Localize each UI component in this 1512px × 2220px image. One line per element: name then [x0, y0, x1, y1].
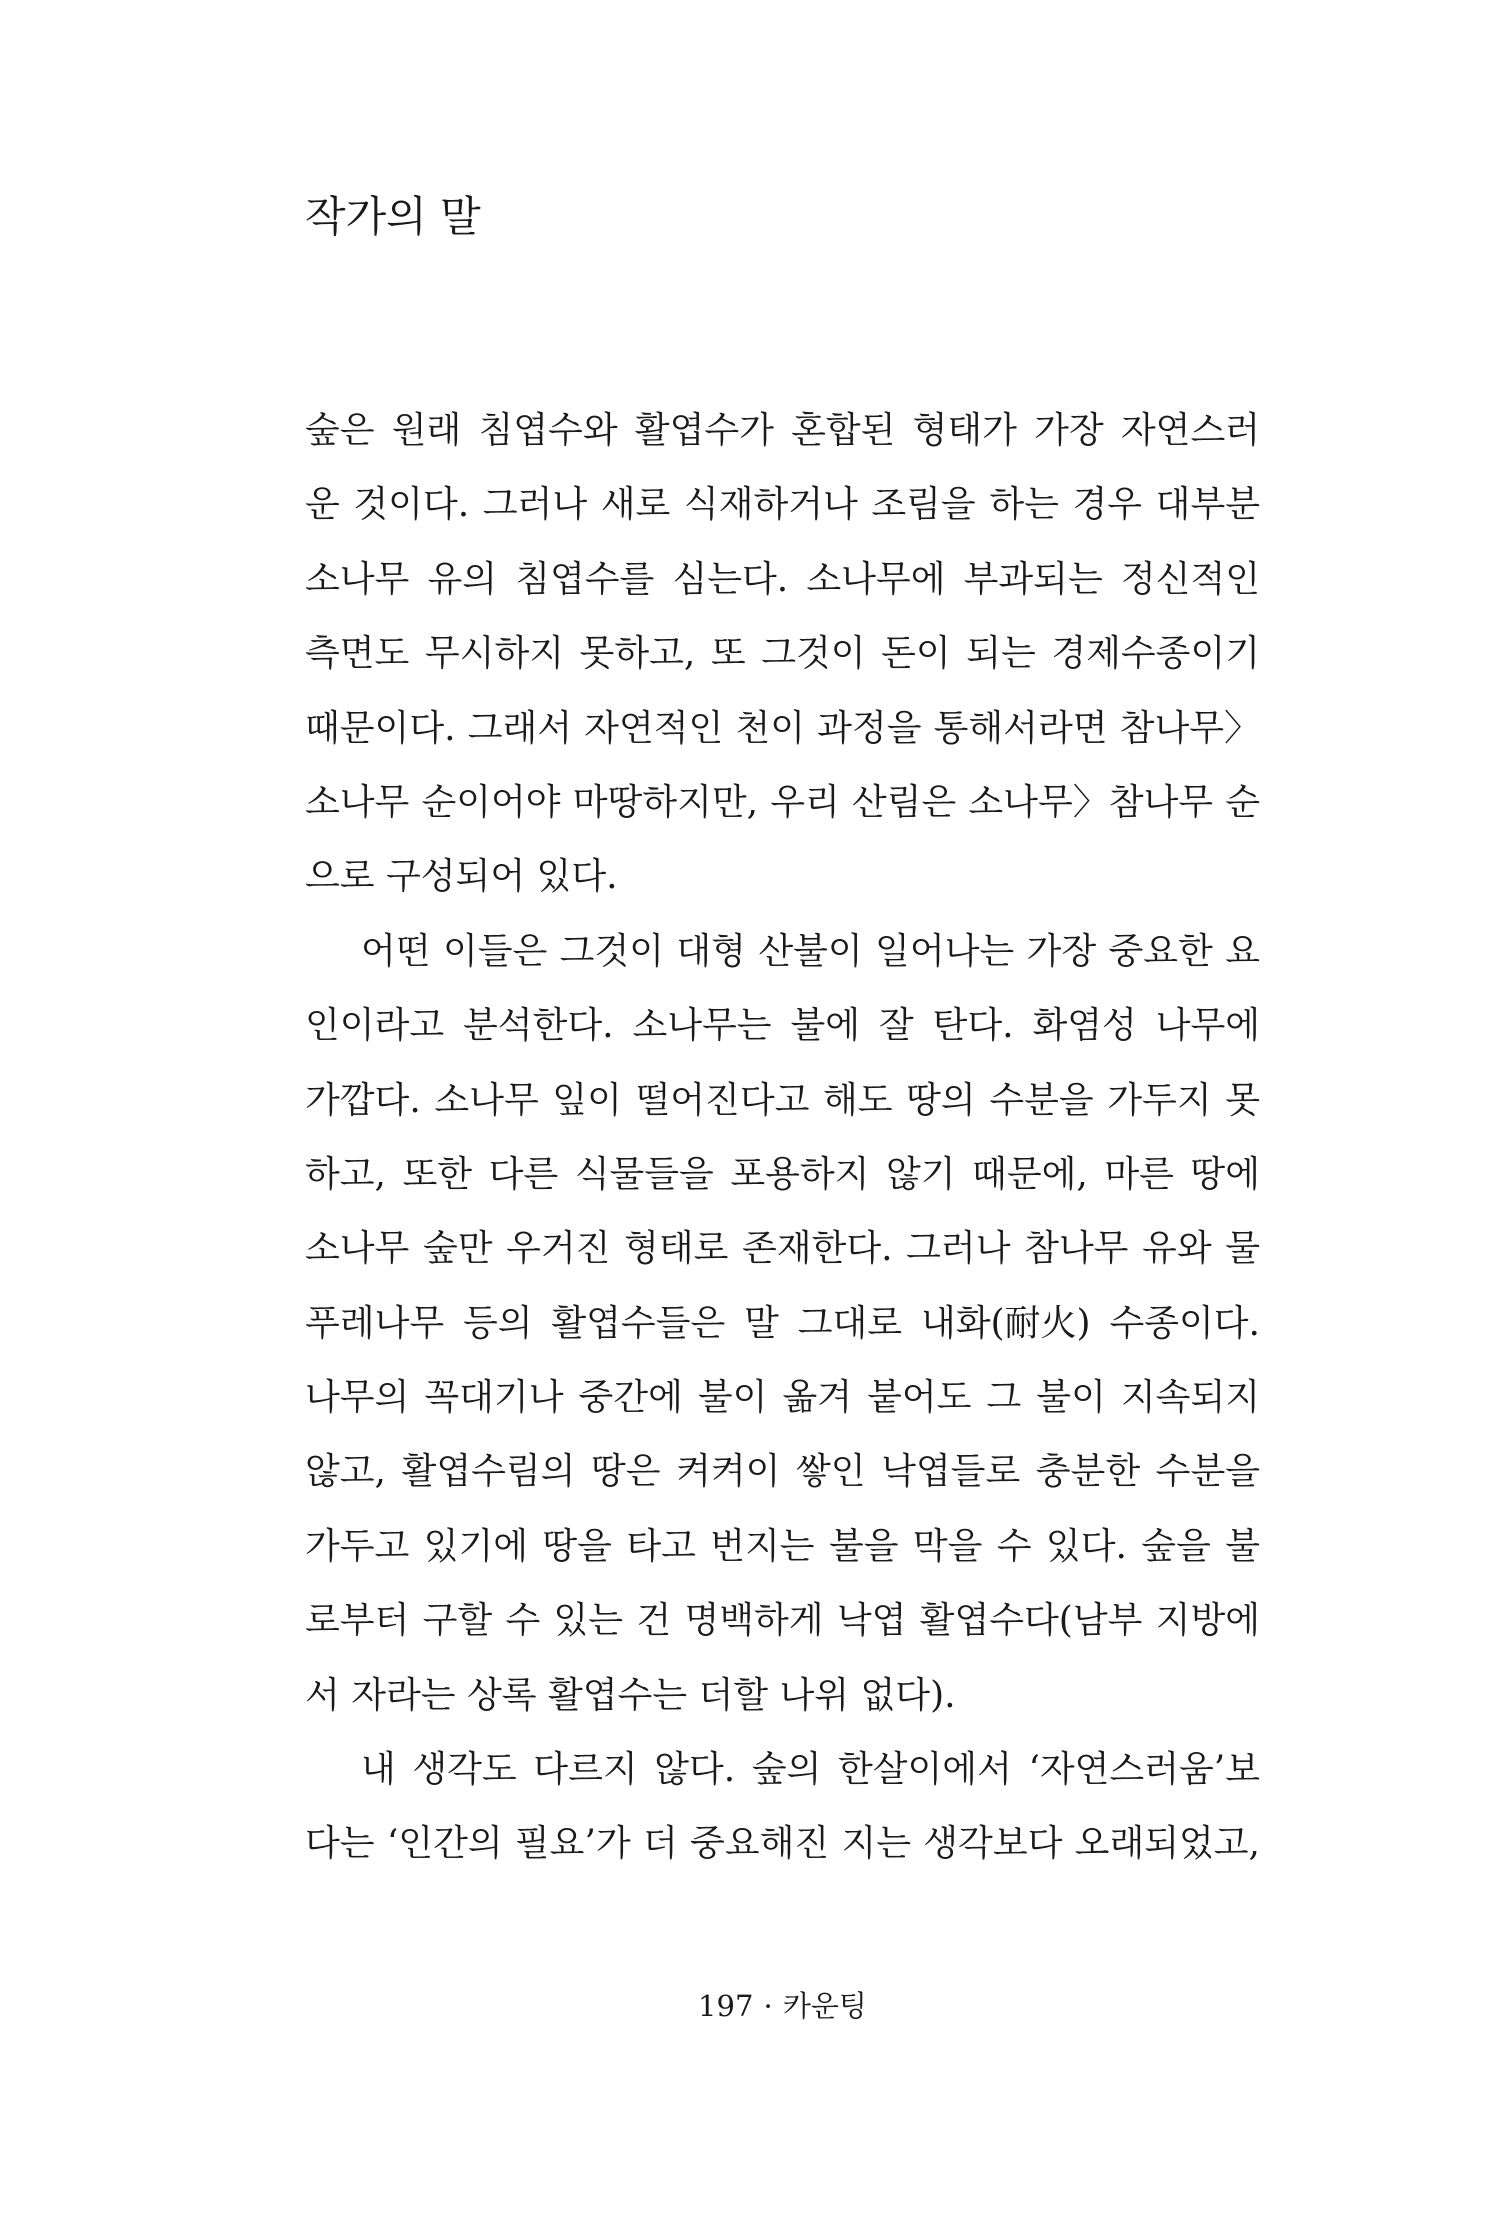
line-text: 서 자라는 상록 활엽수는 더할 나위 없다). [305, 1674, 956, 1716]
text-line [305, 1287, 1260, 1361]
line-text: 소나무 순이어야 마땅하지만, 우리 산림은 소나무〉참나무 순 [305, 781, 1260, 823]
body-text [305, 394, 1260, 1882]
line-text: 나무의 꼭대기나 중간에 불이 옮겨 붙어도 그 불이 지속되지 [305, 1377, 1260, 1419]
line-text: 하고, 또한 다른 식물들을 포용하지 않기 때문에, 마른 땅에 [305, 1153, 1260, 1195]
chapter-title: 작가의 말 [305, 192, 481, 241]
paragraph [305, 1733, 1260, 1882]
text-line [305, 1435, 1260, 1509]
text-line [305, 1212, 1260, 1286]
text-line [305, 1138, 1260, 1212]
line-text: 소나무 유의 침엽수를 심는다. 소나무에 부과되는 정신적인 [305, 558, 1260, 600]
line-text: 어떤 이들은 그것이 대형 산불이 일어나는 가장 중요한 요 [361, 930, 1260, 972]
line-text: 숲은 원래 침엽수와 활엽수가 혼합된 형태가 가장 자연스러 [305, 410, 1260, 451]
line-text: 가깝다. 소나무 잎이 떨어진다고 해도 땅의 수분을 가두지 못 [305, 1079, 1260, 1121]
line-text: 다는 ‘인간의 필요’가 더 중요해진 지는 생각보다 오래되었고, [305, 1823, 1260, 1865]
line-text: 으로 구성되어 있다. [305, 856, 618, 898]
text-line [361, 915, 1260, 989]
text-line [305, 840, 1260, 914]
paragraph [305, 394, 1260, 915]
text-line [305, 989, 1260, 1063]
text-line [305, 468, 1260, 542]
text-line [305, 617, 1260, 691]
text-line [305, 766, 1260, 840]
book-title: 카운팅 [782, 1989, 867, 2023]
text-line [305, 692, 1260, 766]
text-line [305, 1064, 1260, 1138]
page-footer [305, 1986, 1260, 2026]
page-number: 197 [698, 1989, 754, 2023]
text-line [305, 1584, 1260, 1658]
line-text: 때문이다. 그래서 자연적인 천이 과정을 통해서라면 참나무〉 [305, 707, 1260, 749]
line-text: 측면도 무시하지 못하고, 또 그것이 돈이 되는 경제수종이기 [305, 633, 1260, 675]
text-line [305, 1510, 1260, 1584]
line-text: 않고, 활엽수림의 땅은 켜켜이 쌓인 낙엽들로 충분한 수분을 [305, 1451, 1260, 1493]
footer-separator: · [763, 1989, 773, 2023]
text-line [305, 1659, 1260, 1733]
line-text: 푸레나무 등의 활엽수들은 말 그대로 내화(耐火) 수종이다. [305, 1302, 1260, 1344]
line-text: 로부터 구할 수 있는 건 명백하게 낙엽 활엽수다(남부 지방에 [305, 1600, 1260, 1642]
line-text: 내 생각도 다르지 않다. 숲의 한살이에서 ‘자연스러움’보 [361, 1749, 1260, 1791]
line-text: 소나무 숲만 우거진 형태로 존재한다. 그러나 참나무 유와 물 [305, 1228, 1260, 1270]
text-line [305, 543, 1260, 617]
line-text: 가두고 있기에 땅을 타고 번지는 불을 막을 수 있다. 숲을 불 [305, 1525, 1260, 1567]
text-line [305, 1807, 1260, 1881]
line-text: 운 것이다. 그러나 새로 식재하거나 조림을 하는 경우 대부분 [305, 484, 1260, 526]
text-line [305, 1361, 1260, 1435]
text-line [305, 394, 1260, 468]
text-line [361, 1733, 1260, 1807]
paragraph [305, 915, 1260, 1733]
line-text: 인이라고 분석한다. 소나무는 불에 잘 탄다. 화염성 나무에 [305, 1005, 1260, 1047]
